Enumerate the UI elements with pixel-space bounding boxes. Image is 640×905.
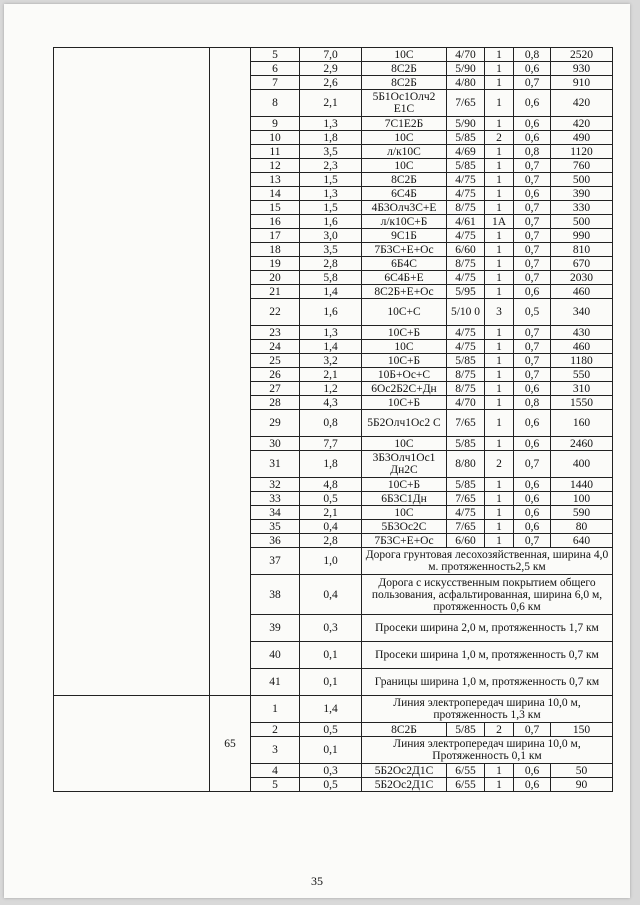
bonitet: 1 — [485, 62, 514, 76]
species-composition: 10С — [362, 159, 447, 173]
species-composition: 8С2Б — [362, 62, 447, 76]
density: 0,7 — [514, 201, 551, 215]
age-class: 5/95 — [447, 285, 485, 299]
density: 0,6 — [514, 410, 551, 437]
plot-area: 1,5 — [300, 173, 362, 187]
plot-area: 0,1 — [300, 642, 362, 669]
plot-area: 3,5 — [300, 243, 362, 257]
plot-area: 1,4 — [300, 696, 362, 723]
age-class: 4/75 — [447, 229, 485, 243]
plot-number: 12 — [251, 159, 300, 173]
plot-area: 1,8 — [300, 131, 362, 145]
stock-volume: 910 — [551, 76, 613, 90]
age-class: 6/60 — [447, 243, 485, 257]
plot-number: 32 — [251, 478, 300, 492]
plot-number: 14 — [251, 187, 300, 201]
left-margin-cell — [54, 696, 210, 792]
density: 0,6 — [514, 131, 551, 145]
stock-volume: 1120 — [551, 145, 613, 159]
bonitet: 1 — [485, 326, 514, 340]
stock-volume: 90 — [551, 778, 613, 792]
age-class: 6/55 — [447, 778, 485, 792]
bonitet: 1 — [485, 48, 514, 62]
plot-area: 0,8 — [300, 410, 362, 437]
age-class: 5/85 — [447, 354, 485, 368]
bonitet: 1 — [485, 271, 514, 285]
plot-area: 1,4 — [300, 340, 362, 354]
plot-area: 1,6 — [300, 299, 362, 326]
species-composition: 5Б3Ос2С — [362, 520, 447, 534]
species-composition: 5Б2Олч1Ос2 С — [362, 410, 447, 437]
bonitet: 1 — [485, 257, 514, 271]
density: 0,8 — [514, 48, 551, 62]
density: 0,8 — [514, 145, 551, 159]
plot-area: 1,3 — [300, 117, 362, 131]
plot-area: 3,0 — [300, 229, 362, 243]
density: 0,8 — [514, 396, 551, 410]
age-class: 5/90 — [447, 62, 485, 76]
species-composition: 5Б2Ос2Д1С — [362, 778, 447, 792]
age-class: 8/75 — [447, 257, 485, 271]
species-composition: 4Б3Олч3С+Е — [362, 201, 447, 215]
density: 0,6 — [514, 437, 551, 451]
species-composition: 9С1Б — [362, 229, 447, 243]
age-class: 4/75 — [447, 506, 485, 520]
stock-volume: 640 — [551, 534, 613, 548]
density: 0,6 — [514, 520, 551, 534]
stock-volume: 160 — [551, 410, 613, 437]
species-composition: 10С+Б — [362, 326, 447, 340]
species-composition: 8С2Б — [362, 76, 447, 90]
density: 0,6 — [514, 285, 551, 299]
quarter-cell — [210, 48, 251, 696]
density: 0,7 — [514, 76, 551, 90]
plot-area: 0,5 — [300, 723, 362, 737]
species-composition: 10С+Б — [362, 396, 447, 410]
plot-number: 4 — [251, 764, 300, 778]
bonitet: 1 — [485, 534, 514, 548]
plot-area: 0,1 — [300, 669, 362, 696]
bonitet: 1 — [485, 368, 514, 382]
density: 0,7 — [514, 271, 551, 285]
plot-number: 36 — [251, 534, 300, 548]
density: 0,6 — [514, 492, 551, 506]
plot-area: 4,8 — [300, 478, 362, 492]
plot-number: 27 — [251, 382, 300, 396]
plot-description: Дорога с искусственным покрытием общего пользования, асфальтированная, ширина 6,0 м, протяженность 0,6 км — [362, 575, 613, 615]
species-composition: 7Б3С+Е+Ос — [362, 243, 447, 257]
density: 0,6 — [514, 382, 551, 396]
bonitet: 3 — [485, 299, 514, 326]
stock-volume: 550 — [551, 368, 613, 382]
plot-number: 3 — [251, 737, 300, 764]
plot-area: 0,4 — [300, 520, 362, 534]
species-composition: 10С — [362, 506, 447, 520]
age-class: 5/85 — [447, 723, 485, 737]
species-composition: 10С+Б — [362, 354, 447, 368]
plot-number: 22 — [251, 299, 300, 326]
bonitet: 1 — [485, 506, 514, 520]
plot-number: 30 — [251, 437, 300, 451]
document-page — [4, 4, 630, 898]
plot-area: 1,3 — [300, 326, 362, 340]
stock-volume: 2030 — [551, 271, 613, 285]
density: 0,7 — [514, 368, 551, 382]
age-class: 4/69 — [447, 145, 485, 159]
age-class: 7/65 — [447, 492, 485, 506]
plot-number: 20 — [251, 271, 300, 285]
age-class: 4/61 — [447, 215, 485, 229]
plot-number: 39 — [251, 615, 300, 642]
forest-inventory-table — [53, 47, 613, 792]
species-composition: 8С2Б — [362, 173, 447, 187]
density: 0,6 — [514, 506, 551, 520]
plot-number: 5 — [251, 778, 300, 792]
stock-volume: 670 — [551, 257, 613, 271]
stock-volume: 150 — [551, 723, 613, 737]
species-composition: 10С — [362, 437, 447, 451]
plot-description: Линия электропередач ширина 10,0 м, протяженность 1,3 км — [362, 696, 613, 723]
plot-area: 1,6 — [300, 215, 362, 229]
plot-area: 2,6 — [300, 76, 362, 90]
species-composition: 8С2Б+Е+Ос — [362, 285, 447, 299]
species-composition: 6Ос2Б2С+Дн — [362, 382, 447, 396]
stock-volume: 80 — [551, 520, 613, 534]
density: 0,5 — [514, 299, 551, 326]
species-composition: 7Б3С+Е+Ос — [362, 534, 447, 548]
plot-number: 23 — [251, 326, 300, 340]
species-composition: л/к10С+Б — [362, 215, 447, 229]
density: 0,7 — [514, 215, 551, 229]
stock-volume: 1550 — [551, 396, 613, 410]
stock-volume: 590 — [551, 506, 613, 520]
density: 0,6 — [514, 764, 551, 778]
plot-number: 6 — [251, 62, 300, 76]
species-composition: 6Б3С1Дн — [362, 492, 447, 506]
species-composition: 10Б+Ос+С — [362, 368, 447, 382]
plot-area: 7,7 — [300, 437, 362, 451]
age-class: 4/75 — [447, 187, 485, 201]
density: 0,7 — [514, 534, 551, 548]
plot-area: 0,5 — [300, 492, 362, 506]
plot-number: 21 — [251, 285, 300, 299]
plot-number: 19 — [251, 257, 300, 271]
age-class: 6/60 — [447, 534, 485, 548]
density: 0,7 — [514, 243, 551, 257]
density: 0,6 — [514, 117, 551, 131]
table-body — [54, 48, 613, 792]
stock-volume: 1440 — [551, 478, 613, 492]
stock-volume: 810 — [551, 243, 613, 257]
plot-area: 0,3 — [300, 764, 362, 778]
age-class: 5/85 — [447, 131, 485, 145]
plot-number: 5 — [251, 48, 300, 62]
bonitet: 1 — [485, 229, 514, 243]
bonitet: 1 — [485, 478, 514, 492]
density: 0,7 — [514, 354, 551, 368]
bonitet: 2 — [485, 723, 514, 737]
density: 0,6 — [514, 187, 551, 201]
bonitet: 1 — [485, 243, 514, 257]
plot-number: 11 — [251, 145, 300, 159]
age-class: 8/75 — [447, 368, 485, 382]
plot-area: 2,8 — [300, 534, 362, 548]
quarter-number: 65 — [210, 696, 251, 792]
age-class: 4/75 — [447, 173, 485, 187]
plot-area: 1,2 — [300, 382, 362, 396]
stock-volume: 390 — [551, 187, 613, 201]
plot-description: Линия электропередач ширина 10,0 м, Протяженность 0,1 км — [362, 737, 613, 764]
bonitet: 1 — [485, 173, 514, 187]
bonitet: 1 — [485, 285, 514, 299]
density: 0,7 — [514, 451, 551, 478]
plot-number: 9 — [251, 117, 300, 131]
stock-volume: 310 — [551, 382, 613, 396]
plot-number: 17 — [251, 229, 300, 243]
density: 0,7 — [514, 173, 551, 187]
plot-number: 24 — [251, 340, 300, 354]
density: 0,6 — [514, 778, 551, 792]
plot-area: 1,3 — [300, 187, 362, 201]
plot-area: 3,2 — [300, 354, 362, 368]
age-class: 5/10 0 — [447, 299, 485, 326]
bonitet: 1 — [485, 159, 514, 173]
bonitet: 1 — [485, 76, 514, 90]
plot-area: 5,8 — [300, 271, 362, 285]
bonitet: 1А — [485, 215, 514, 229]
plot-area: 0,5 — [300, 778, 362, 792]
plot-area: 1,5 — [300, 201, 362, 215]
plot-area: 4,3 — [300, 396, 362, 410]
age-class: 8/75 — [447, 382, 485, 396]
bonitet: 1 — [485, 340, 514, 354]
table-row — [54, 696, 613, 723]
bonitet: 1 — [485, 354, 514, 368]
species-composition: 10С — [362, 131, 447, 145]
stock-volume: 930 — [551, 62, 613, 76]
plot-description: Просеки ширина 2,0 м, протяженность 1,7 км — [362, 615, 613, 642]
plot-description: Просеки ширина 1,0 м, протяженность 0,7 км — [362, 642, 613, 669]
density: 0,7 — [514, 340, 551, 354]
age-class: 5/90 — [447, 117, 485, 131]
bonitet: 1 — [485, 145, 514, 159]
plot-area: 1,8 — [300, 451, 362, 478]
age-class: 4/75 — [447, 326, 485, 340]
bonitet: 1 — [485, 187, 514, 201]
stock-volume: 430 — [551, 326, 613, 340]
age-class: 5/85 — [447, 159, 485, 173]
plot-area: 2,3 — [300, 159, 362, 173]
species-composition: 3Б3Олч1Ос1 Дн2С — [362, 451, 447, 478]
plot-number: 2 — [251, 723, 300, 737]
bonitet: 1 — [485, 437, 514, 451]
plot-description: Границы ширина 1,0 м, протяженность 0,7 км — [362, 669, 613, 696]
plot-number: 26 — [251, 368, 300, 382]
plot-number: 33 — [251, 492, 300, 506]
plot-area: 0,4 — [300, 575, 362, 615]
plot-number: 35 — [251, 520, 300, 534]
density: 0,7 — [514, 229, 551, 243]
stock-volume: 760 — [551, 159, 613, 173]
stock-volume: 460 — [551, 340, 613, 354]
plot-area: 7,0 — [300, 48, 362, 62]
bonitet: 1 — [485, 382, 514, 396]
species-composition: 10С+С — [362, 299, 447, 326]
density: 0,7 — [514, 326, 551, 340]
bonitet: 1 — [485, 201, 514, 215]
plot-number: 29 — [251, 410, 300, 437]
plot-number: 38 — [251, 575, 300, 615]
species-composition: 5Б2Ос2Д1С — [362, 764, 447, 778]
species-composition: 5Б1Ос1Олч2 Е1С — [362, 90, 447, 117]
age-class: 5/85 — [447, 478, 485, 492]
bonitet: 1 — [485, 90, 514, 117]
stock-volume: 420 — [551, 90, 613, 117]
age-class: 4/70 — [447, 48, 485, 62]
plot-area: 0,1 — [300, 737, 362, 764]
species-composition: 7С1Е2Б — [362, 117, 447, 131]
age-class: 6/55 — [447, 764, 485, 778]
plot-area: 0,3 — [300, 615, 362, 642]
bonitet: 2 — [485, 131, 514, 145]
plot-description: Дорога грунтовая лесохозяйственная, ширина 4,0 м. протяженность2,5 км — [362, 548, 613, 575]
species-composition: 10С — [362, 48, 447, 62]
plot-number: 31 — [251, 451, 300, 478]
plot-number: 13 — [251, 173, 300, 187]
age-class: 7/65 — [447, 90, 485, 117]
species-composition: 6С4Б+Е — [362, 271, 447, 285]
bonitet: 1 — [485, 117, 514, 131]
stock-volume: 100 — [551, 492, 613, 506]
density: 0,7 — [514, 159, 551, 173]
age-class: 8/80 — [447, 451, 485, 478]
plot-number: 7 — [251, 76, 300, 90]
table-row — [54, 48, 613, 62]
stock-volume: 340 — [551, 299, 613, 326]
age-class: 7/65 — [447, 520, 485, 534]
species-composition: 6Б4С — [362, 257, 447, 271]
age-class: 5/85 — [447, 437, 485, 451]
plot-number: 18 — [251, 243, 300, 257]
species-composition: 10С — [362, 340, 447, 354]
bonitet: 2 — [485, 451, 514, 478]
stock-volume: 990 — [551, 229, 613, 243]
density: 0,6 — [514, 90, 551, 117]
left-margin-cell — [54, 48, 210, 696]
plot-number: 34 — [251, 506, 300, 520]
plot-area: 2,9 — [300, 62, 362, 76]
plot-number: 25 — [251, 354, 300, 368]
stock-volume: 2520 — [551, 48, 613, 62]
bonitet: 1 — [485, 778, 514, 792]
plot-number: 28 — [251, 396, 300, 410]
stock-volume: 420 — [551, 117, 613, 131]
bonitet: 1 — [485, 492, 514, 506]
bonitet: 1 — [485, 764, 514, 778]
plot-area: 1,0 — [300, 548, 362, 575]
plot-area: 3,5 — [300, 145, 362, 159]
plot-number: 8 — [251, 90, 300, 117]
density: 0,7 — [514, 257, 551, 271]
page-number: 35 — [311, 874, 323, 888]
species-composition: 10С+Б — [362, 478, 447, 492]
plot-number: 15 — [251, 201, 300, 215]
species-composition: 8С2Б — [362, 723, 447, 737]
plot-area: 1,4 — [300, 285, 362, 299]
stock-volume: 400 — [551, 451, 613, 478]
density: 0,6 — [514, 478, 551, 492]
bonitet: 1 — [485, 396, 514, 410]
stock-volume: 490 — [551, 131, 613, 145]
age-class: 4/75 — [447, 340, 485, 354]
stock-volume: 2460 — [551, 437, 613, 451]
stock-volume: 50 — [551, 764, 613, 778]
density: 0,7 — [514, 723, 551, 737]
stock-volume: 330 — [551, 201, 613, 215]
stock-volume: 460 — [551, 285, 613, 299]
plot-number: 37 — [251, 548, 300, 575]
species-composition: л/к10С — [362, 145, 447, 159]
bonitet: 1 — [485, 520, 514, 534]
stock-volume: 500 — [551, 215, 613, 229]
age-class: 4/75 — [447, 271, 485, 285]
stock-volume: 500 — [551, 173, 613, 187]
age-class: 7/65 — [447, 410, 485, 437]
plot-number: 1 — [251, 696, 300, 723]
age-class: 8/75 — [447, 201, 485, 215]
plot-number: 10 — [251, 131, 300, 145]
plot-number: 16 — [251, 215, 300, 229]
plot-area: 2,8 — [300, 257, 362, 271]
plot-area: 2,1 — [300, 506, 362, 520]
bonitet: 1 — [485, 410, 514, 437]
stock-volume: 1180 — [551, 354, 613, 368]
species-composition: 6С4Б — [362, 187, 447, 201]
age-class: 4/80 — [447, 76, 485, 90]
density: 0,6 — [514, 62, 551, 76]
plot-number: 41 — [251, 669, 300, 696]
plot-area: 2,1 — [300, 368, 362, 382]
age-class: 4/70 — [447, 396, 485, 410]
plot-number: 40 — [251, 642, 300, 669]
plot-area: 2,1 — [300, 90, 362, 117]
